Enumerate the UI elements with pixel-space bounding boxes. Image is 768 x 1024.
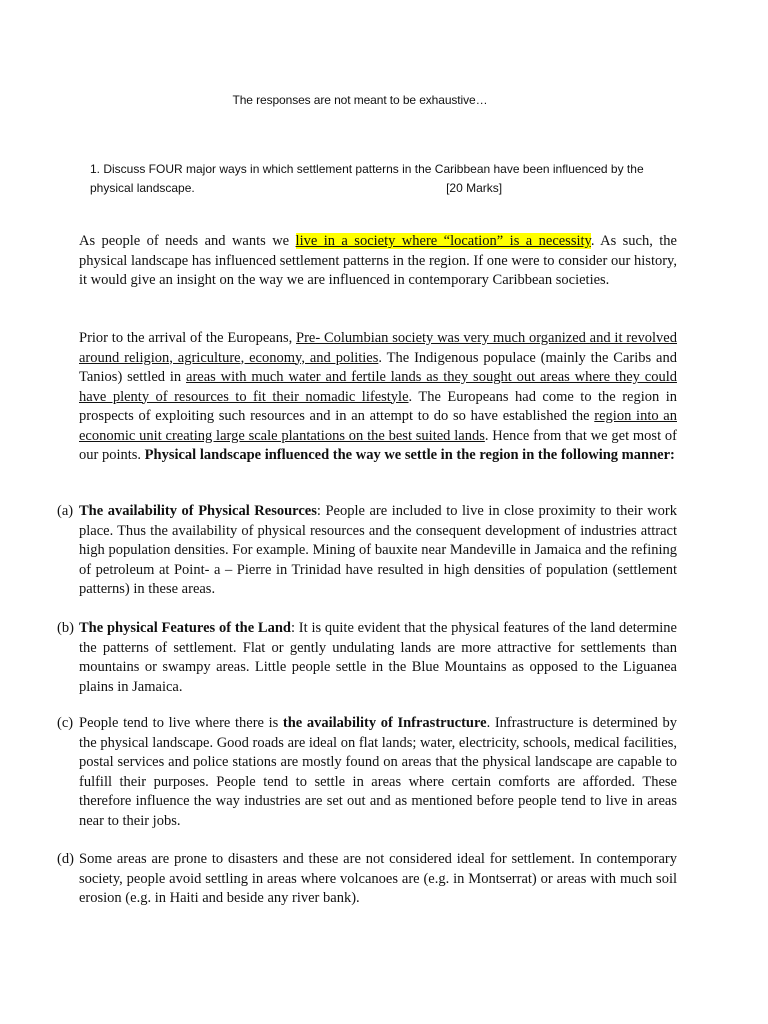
question-prompt [90,160,690,198]
paragraph-history-text: . The Indigenous populace (mainly the Caribs and Tanios) settled in [79,349,677,385]
question-text: 1. Discuss FOUR major ways in which settlement patterns in the Caribbean have been influenced by the physical landscape. [90,162,644,195]
paragraph-intro-text: As people of needs and wants we [79,233,296,249]
bold-statement: Physical landscape influenced the way we settle in the region in the following manner: [144,447,675,463]
list-marker: (b) [57,620,74,636]
underlined-phrase: areas with much water and fertile lands as they sought out areas where they could have plenty of resources to fit their nomadic lifestyle [79,369,677,405]
list-item-c [57,714,678,831]
paragraph-history-text: . The Europeans had come to the region in prospects of exploiting such resources and in an attempt to do so have established the [79,388,677,424]
list-item-heading: The availability of Physical Resources [79,503,317,519]
list-item-text: : It is quite evident that the physical features of the land determine the patterns of settlement. Flat or gently undulating lands are more attractive for settlements than mountains or swampy areas. Little people settle in the Blue Mountains as opposed to the Liguanea plains in Jamaica. [79,620,677,695]
paragraph-history-text: . Hence from that we get most of our points. [79,427,677,463]
list-marker: (c) [57,715,74,731]
underlined-phrase: Pre- Columbian society was very much organized and it revolved around religion, agriculture, economy, and polities [79,330,677,366]
list-marker: (d) [57,851,74,867]
list-item-heading: The physical Features of the Land [79,620,291,636]
list-item-b [57,619,677,697]
list-item-a [57,502,677,600]
list-item-heading: the availability of Infrastructure [282,715,487,731]
question-marks: [20 Marks] [446,181,503,195]
paragraph-history [79,329,677,466]
paragraph-history-text: Prior to the arrival of the Europeans, [79,330,297,346]
paragraph-intro-text: . As such, the physical landscape has influenced settlement patterns in the region. If one were to consider our history, it would give an insight on the way we are influenced in contemporary Caribbean societies. [79,233,677,288]
highlighted-phrase: live in a society where “location” is a necessity [295,233,591,249]
list-item-text: People tend to live where there is [79,715,283,731]
list-item-text: Some areas are prone to disasters and these are not considered ideal for settlement. In contemporary society, people avoid settling in areas where volcanoes are (e.g. in Montserrat) or areas with much soil erosion (e.g. in Haiti and beside any river bank). [79,851,677,906]
list-item-text: : People are included to live in close proximity to their work place. Thus the availability of physical resources and the consequent development of industries attract high population densities. For example. Mining of bauxite near Mandeville in Jamaica and the refining of petroleum at Point- a – Pierre in Trinidad have resulted in high densities of population (settlement patterns) in these areas. [79,503,677,597]
list-marker: (a) [57,503,74,519]
underlined-phrase: region into an economic unit creating large scale plantations on the best suited lands [79,408,677,444]
intro-note: The responses are not meant to be exhaustive… [232,93,488,107]
list-item-d [57,850,677,909]
list-item-text: . Infrastructure is determined by the physical landscape. Good roads are ideal on flat lands; water, electricity, schools, medical facilities, postal services and police stations are mostly found on areas that the physical landscape are capable to fulfill their purposes. People tend to settle in areas where certain comforts are afforded. These therefore influence the way industries are set out and as mentioned before people tend to live in areas near to their jobs. [79,715,678,829]
paragraph-intro [79,232,677,291]
